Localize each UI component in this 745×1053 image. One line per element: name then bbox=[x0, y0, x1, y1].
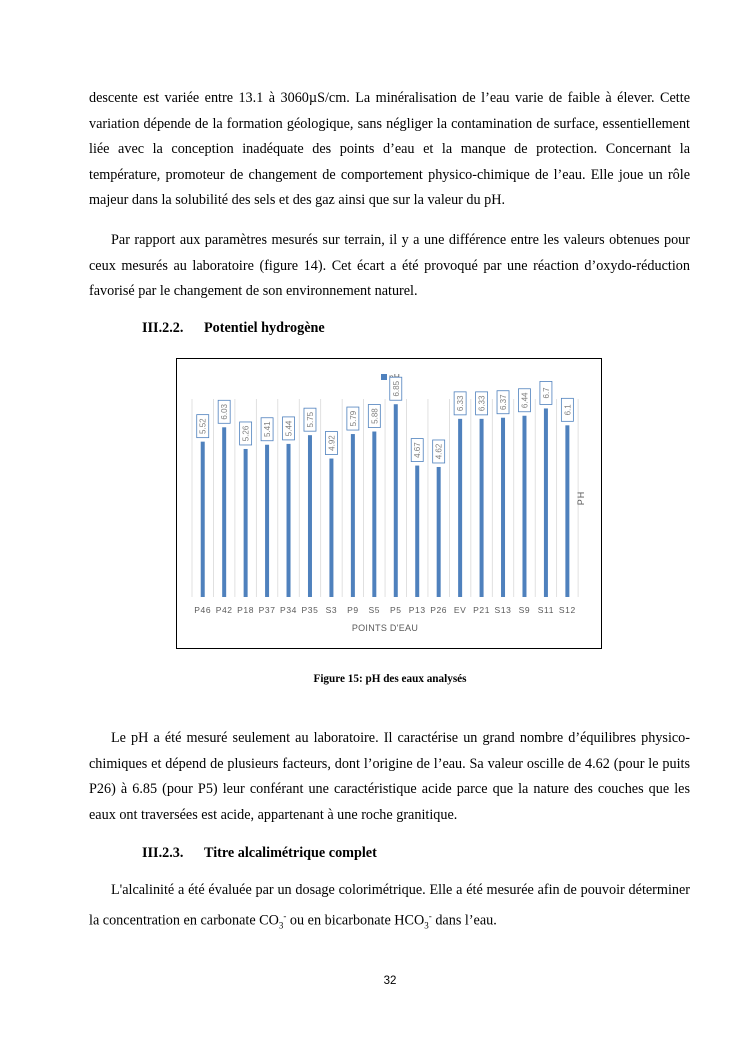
x-axis-title: POINTS D'EAU bbox=[351, 623, 419, 633]
paragraph-alkalinity bbox=[89, 878, 690, 939]
x-tick-label: P37 bbox=[258, 605, 276, 615]
bar-P42 bbox=[222, 427, 226, 597]
alkalinity-text-c: dans l’eau. bbox=[431, 912, 497, 929]
data-label: 6.7 bbox=[541, 387, 551, 399]
x-tick-label: P34 bbox=[280, 605, 297, 615]
data-label: 6.03 bbox=[220, 404, 230, 420]
bar-P26 bbox=[437, 467, 441, 597]
heading-ph-section bbox=[142, 320, 325, 337]
data-label: 5.88 bbox=[370, 408, 380, 424]
bar-S12 bbox=[565, 425, 569, 597]
heading-alkalinity-section bbox=[142, 845, 377, 862]
paragraph-conductivity: descente est variée entre 13.1 à 3060µS/cm. La minéralisation de l’eau varie de faible à élever. Cette variation dépende de la formation géologique, sans négliger la contamination de surface, essentiellement liée avec la conception inadéquate des points d’eau et la manque de protection. Concernant la température, promoteur de changement de comportement physico-chimique de l’eau. Elle joue un rôle majeur dans la solubilité des sels et des gaz ainsi que sur la valeur du pH. bbox=[89, 90, 690, 208]
figure-caption: Figure 15: pH des eaux analysés bbox=[313, 673, 467, 685]
heading-ph-number: III.2.2. bbox=[142, 320, 184, 336]
bar-P37 bbox=[265, 445, 269, 597]
x-tick-label: P9 bbox=[347, 605, 359, 615]
x-tick-label: P21 bbox=[473, 605, 491, 615]
data-label: 5.41 bbox=[263, 421, 273, 438]
data-label: 4.62 bbox=[434, 443, 444, 460]
x-tick-label: P13 bbox=[408, 605, 426, 615]
bar-EV bbox=[458, 419, 462, 597]
x-tick-label: S13 bbox=[494, 605, 512, 615]
data-label: 5.44 bbox=[284, 420, 294, 437]
bar-S3 bbox=[329, 459, 333, 597]
x-tick-label: S11 bbox=[537, 605, 555, 615]
heading-alkalinity-title: Titre alcalimétrique complet bbox=[204, 845, 377, 861]
ph-chart bbox=[176, 358, 602, 649]
bar-S9 bbox=[522, 416, 526, 597]
data-label: 4.67 bbox=[413, 442, 423, 458]
bar-P9 bbox=[351, 434, 355, 597]
bar-S5 bbox=[372, 432, 376, 597]
co3-subscript: 3 bbox=[278, 920, 284, 931]
bar-P46 bbox=[201, 442, 205, 597]
bar-P5 bbox=[394, 404, 398, 597]
data-label: 6.33 bbox=[477, 395, 487, 412]
bar-S13 bbox=[501, 418, 505, 597]
x-tick-label: S12 bbox=[558, 605, 576, 615]
data-label: 6.33 bbox=[456, 395, 466, 412]
alkalinity-text-a: L'alcalinité a été évaluée par un dosage colorimétrique. Elle a été mesurée afin de pouvoir déterminer la concentration en carbonate CO bbox=[89, 882, 690, 929]
data-label: 6.44 bbox=[520, 392, 530, 409]
data-label: 5.79 bbox=[348, 410, 358, 427]
paragraph-field-vs-lab: Par rapport aux paramètres mesurés sur terrain, il y a une différence entre les valeurs obtenues pour ceux mesurés au laboratoire (figure 14). Cet écart a été provoqué par une réaction d’oxydo-réduction favorisé par le changement de son environnement naturel. bbox=[89, 232, 690, 299]
hco3-subscript: 3 bbox=[424, 920, 429, 931]
ph-chart-svg bbox=[177, 359, 603, 650]
data-label: 4.92 bbox=[327, 435, 337, 451]
bar-P18 bbox=[244, 449, 248, 597]
bar-S11 bbox=[544, 408, 548, 597]
heading-ph-title: Potentiel hydrogène bbox=[204, 320, 325, 336]
x-tick-label: S5 bbox=[368, 605, 381, 615]
data-label: 5.52 bbox=[198, 418, 208, 434]
x-tick-label: P35 bbox=[301, 605, 319, 615]
x-tick-label: S9 bbox=[518, 605, 531, 615]
bar-P13 bbox=[415, 466, 419, 597]
x-tick-label: P46 bbox=[194, 605, 212, 615]
x-tick-label: EV bbox=[453, 605, 467, 615]
alkalinity-text-b: ou en bicarbonate HCO bbox=[286, 912, 425, 929]
y-axis-title: PH bbox=[576, 490, 586, 506]
bar-P34 bbox=[287, 444, 291, 597]
data-label: 6.37 bbox=[499, 394, 509, 411]
x-tick-label: P5 bbox=[389, 605, 402, 615]
paragraph-ph-description: Le pH a été mesuré seulement au laboratoire. Il caractérise un grand nombre d’équilibres physico-chimiques et dépend de plusieurs facteurs, dont l’origine de l’eau. Sa valeur oscille de 4.62 (pour le puits P26) à 6.85 (pour P5) leur conférant une caractéristique acide parce que la nature des couches que les eaux ont traversées est acide, appartenant à une roche granitique. bbox=[89, 730, 690, 823]
bar-P21 bbox=[480, 419, 484, 597]
co3-superscript: - bbox=[283, 910, 287, 921]
bar-P35 bbox=[308, 435, 312, 597]
hco3-superscript: - bbox=[428, 910, 432, 921]
heading-alkalinity-number: III.2.3. bbox=[142, 845, 184, 861]
data-label: 5.75 bbox=[305, 411, 315, 428]
data-label: 6.1 bbox=[563, 404, 573, 416]
page-number: 32 bbox=[383, 975, 397, 987]
x-tick-label: S3 bbox=[325, 605, 338, 615]
x-tick-label: P18 bbox=[237, 605, 255, 615]
x-tick-label: P42 bbox=[215, 605, 233, 615]
data-label: 5.26 bbox=[241, 425, 251, 442]
x-tick-label: P26 bbox=[430, 605, 448, 615]
legend-swatch bbox=[381, 374, 387, 380]
data-label: 6.85 bbox=[391, 380, 401, 397]
